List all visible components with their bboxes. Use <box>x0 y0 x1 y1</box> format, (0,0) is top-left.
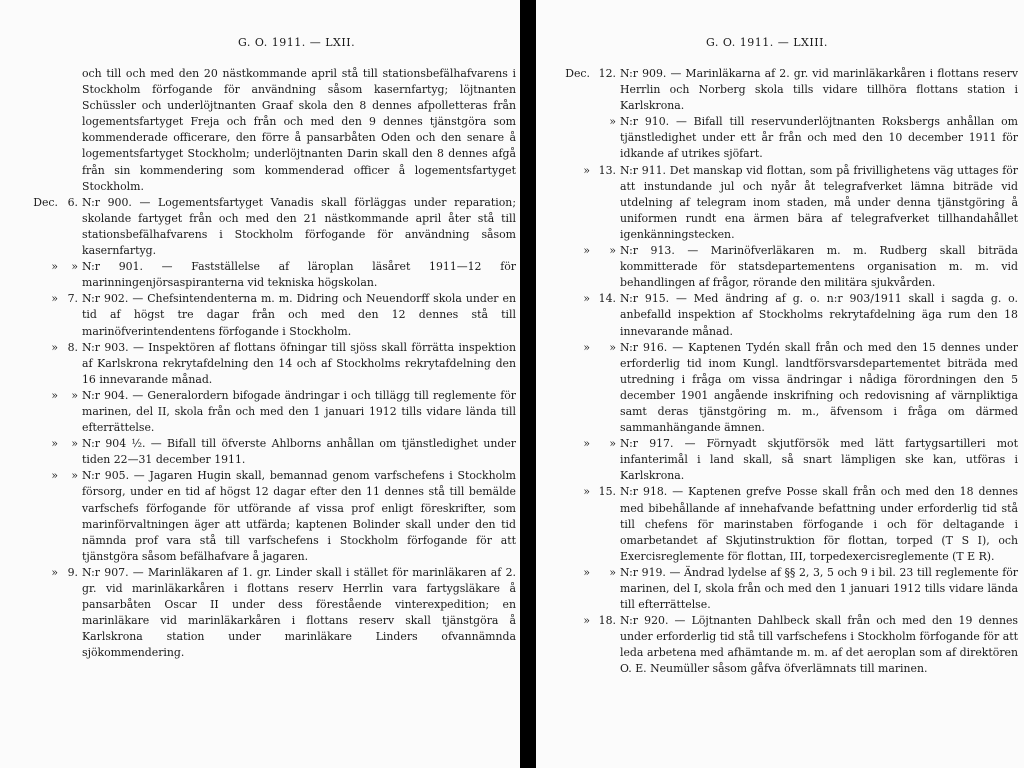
list-item <box>8 468 516 565</box>
entry-month: » <box>583 244 590 258</box>
entry-text: N:r 920. — Löjtnanten Dahlbeck skall från och med den 19 dennes under erforderlig tid stå till varfschefens i Stockholm förfogande för att leda arbetena med afhämtande m. m. af det aeroplan som af direktören O. E. Neumüller såsom gåfva öfverlämnats till marinen. <box>620 614 1018 676</box>
page-gutter <box>520 0 536 768</box>
entry-text: N:r 904 ½. — Bifall till öfverste Ahlborns anhållan om tjänstledighet under tiden 22—31 december 1911. <box>82 437 516 467</box>
entry-text: N:r 901. — Fastställelse af läroplan läsåret 1911—12 för marinningenjörsaspiranterna vid tekniska högskolan. <box>82 260 516 290</box>
page-header: G. O. 1911. — LXIII. <box>706 36 828 49</box>
entry-text: N:r 900. — Logementsfartyget Vanadis skall förläggas under reparation; skolande fartyget från och med den 21 nästkommande april åter stå till stationsbefälhafvarens i Stockholm förfogande för användning såsom kasernfartyg. <box>82 195 516 258</box>
entry-month: » <box>51 469 58 483</box>
right-page <box>536 0 1024 768</box>
page-header: G. O. 1911. — LXII. <box>238 36 356 49</box>
entry-month: » <box>583 437 590 451</box>
entry-day: » <box>609 437 616 451</box>
entry-day: » <box>609 244 616 258</box>
list-item <box>542 243 1018 291</box>
entry-text: N:r 910. — Bifall till reservunderlöjtnanten Roksbergs anhållan om tjänstledighet under ett år från och med den 10 december 1911 för idkande af utrikes sjöfart. <box>620 115 1018 161</box>
entry-day: 6. <box>67 195 78 209</box>
entry-month <box>8 66 60 195</box>
entry-month: » <box>51 260 58 274</box>
entry-month: » <box>583 163 590 177</box>
entry-month: Dec. <box>565 67 590 80</box>
entry-day: » <box>609 340 616 354</box>
entry-day: 13. <box>598 163 616 177</box>
entry-month: » <box>51 565 58 579</box>
list-item <box>8 340 516 388</box>
entry-day: » <box>609 115 616 129</box>
list-item <box>542 163 1018 243</box>
entry-month: » <box>51 340 58 354</box>
entry-month: Dec. <box>33 195 58 209</box>
list-item <box>542 484 1018 564</box>
list-item <box>8 388 516 436</box>
list-item <box>542 114 1018 162</box>
entry-day: » <box>71 437 78 451</box>
list-item <box>8 195 516 259</box>
list-item <box>8 565 516 662</box>
entry-day: 9. <box>67 565 78 579</box>
list-item <box>542 613 1018 677</box>
entry-month <box>542 114 592 162</box>
entry-month: » <box>583 485 590 499</box>
entry-day: » <box>71 469 78 483</box>
entry-text: N:r 918. — Kaptenen grefve Posse skall från och med den 18 dennes med bibehållande af innehafvande befattning under erforderlig tid stå till chefens för marinstaben förfogande i och för deltagande i omarbetandet af Skjutinstruktion för flottan, torped (T S I), och Exercisreglemente för flottan, III, torpedexercisreglemente (T E R). <box>620 485 1018 563</box>
entry-list <box>8 66 516 661</box>
list-item <box>542 340 1018 437</box>
entry-day: 7. <box>67 292 78 306</box>
entry-day: 18. <box>598 614 616 628</box>
entry-text: N:r 917. — Förnyadt skjutförsök med lätt fartygsartilleri mot infanterimål i land skall, så snart lämpligen ske kan, utföras i Karlskrona. <box>620 437 1018 483</box>
list-item <box>8 66 516 195</box>
entry-day <box>62 66 80 195</box>
entry-text: N:r 902. — Chefsintendenterna m. m. Didring och Neuendorff skola under en tid af högst tre dagar från och med den 12 dennes stå till marinöfverintendentens förfogande i Stockholm. <box>82 292 516 338</box>
list-item <box>542 436 1018 484</box>
entry-day: 15. <box>598 485 616 499</box>
entry-day: 14. <box>598 292 616 306</box>
entry-text: N:r 916. — Kaptenen Tydén skall från och med den 15 dennes under erforderlig tid inom Kungl. landtförsvarsdepartementet biträda med utredning i fråga om vissa ändringar i nådiga förordningen den 5 december 1901 angående inskrifning och redovisning af värnpliktiga samt deras tjänstgöring m. m., äfvensom i fråga om därmed sammanhängande ämnen. <box>620 340 1018 435</box>
entry-month: » <box>583 340 590 354</box>
entry-text: N:r 904. — Generalordern bifogade ändringar i och tillägg till reglemente för marinen, del II, skola från och med den 1 januari 1912 tills vidare lända till efterrättelse. <box>82 388 516 435</box>
entry-text: N:r 907. — Marinläkaren af 1. gr. Linder skall i stället för marinläkaren af 2. gr. vid marinläkarkåren i flottans reserv Herrlin vara fartygsläkare å pansarbåten Oscar II under dess förestående vinterexpedition; en marinläkare vid marinläkarkåren i flottans reserv skall tjänstgöra å Karlskrona station under marinläkare Linders ofvannämnda sjökommendering. <box>82 565 516 660</box>
entry-month: » <box>51 437 58 451</box>
list-item <box>542 66 1018 114</box>
list-item <box>542 291 1018 339</box>
entry-month: » <box>583 614 590 628</box>
entry-text: N:r 903. — Inspektören af flottans öfningar till sjöss skall förrätta inspektion af Karlskrona rekrytafdelning den 14 och af Stockholms rekrytafdelning den 16 innevarande månad. <box>82 340 516 386</box>
entry-text: N:r 905. — Jagaren Hugin skall, bemannad genom varfschefens i Stockholm försorg, under en tid af högst 12 dagar efter den 11 dennes stå till bemälde varfschefs förfogande för utförande af vissa prof enligt föreskrifter, som marinförvaltningen äger att utfärda; kaptenen Bolinder skall under den tid nämnda prof vara stå till varfschefens i Stockholm förfogande för att tjänstgöra såsom befälhafvare å jagaren. <box>82 469 516 563</box>
entry-day: » <box>71 260 78 274</box>
list-item <box>8 436 516 468</box>
entry-list <box>542 66 1018 678</box>
entry-text: N:r 911. Det manskap vid flottan, som på frivillighetens väg uttages för att instundande jul och nyår åt telegrafverket lämna biträde vid utdelning af telegram inom staden, må under denna tjänstgöring å uniformen rundt ena ärmen bära af telegrafverket tillhandahållet igenkänningstecken. <box>620 163 1018 241</box>
entry-text: N:r 913. — Marinöfverläkaren m. m. Rudberg skall biträda kommitterade för statsdepartementens organisation m. m. vid behandlingen af frågor, rörande den militära sjukvården. <box>620 244 1018 290</box>
entry-day: 8. <box>67 340 78 354</box>
list-item <box>8 291 516 339</box>
entry-month: » <box>51 292 58 306</box>
entry-text: N:r 915. — Med ändring af g. o. n:r 903/1911 skall i sagda g. o. anbefalld inspektion af Stockholms rekrytafdelning äga rum den 18 innevarande månad. <box>620 292 1018 338</box>
entry-day: 12. <box>598 67 616 80</box>
entry-day: » <box>609 565 616 579</box>
entry-month: » <box>583 292 590 306</box>
entry-month: » <box>51 388 58 402</box>
entry-text: N:r 909. — Marinläkarna af 2. gr. vid marinläkarkåren i flottans reserv Herrlin och Norberg skola tills vidare tillhöra flottans station i Karlskrona. <box>620 67 1018 113</box>
entry-day: » <box>71 388 78 402</box>
entry-month: » <box>583 565 590 579</box>
list-item <box>8 259 516 291</box>
entry-text: N:r 919. — Ändrad lydelse af §§ 2, 3, 5 och 9 i bil. 23 till reglemente för marinen, del I, skola från och med den 1 januari 1912 tills vidare lända till efterrättelse. <box>620 565 1018 612</box>
list-item <box>542 565 1018 613</box>
entry-text: och till och med den 20 nästkommande april stå till stationsbefälhafvarens i Stockholm förfogande för användning såsom kasernfartyg; löjtnanten Schüssler och underlöjtnanten Graaf skola den 8 dennes afpolletteras från logementsfartyget Freja och från och med den 9 dennes tjänstgöra som kommenderade officerare, den förre å pansarbåten Oden och den senare å logementsfartyget Stockholm; underlöjtnanten Darin skall den 8 dennes afgå från sin kommendering som kommenderad officer å logementsfartyget Stockholm. <box>82 67 516 193</box>
